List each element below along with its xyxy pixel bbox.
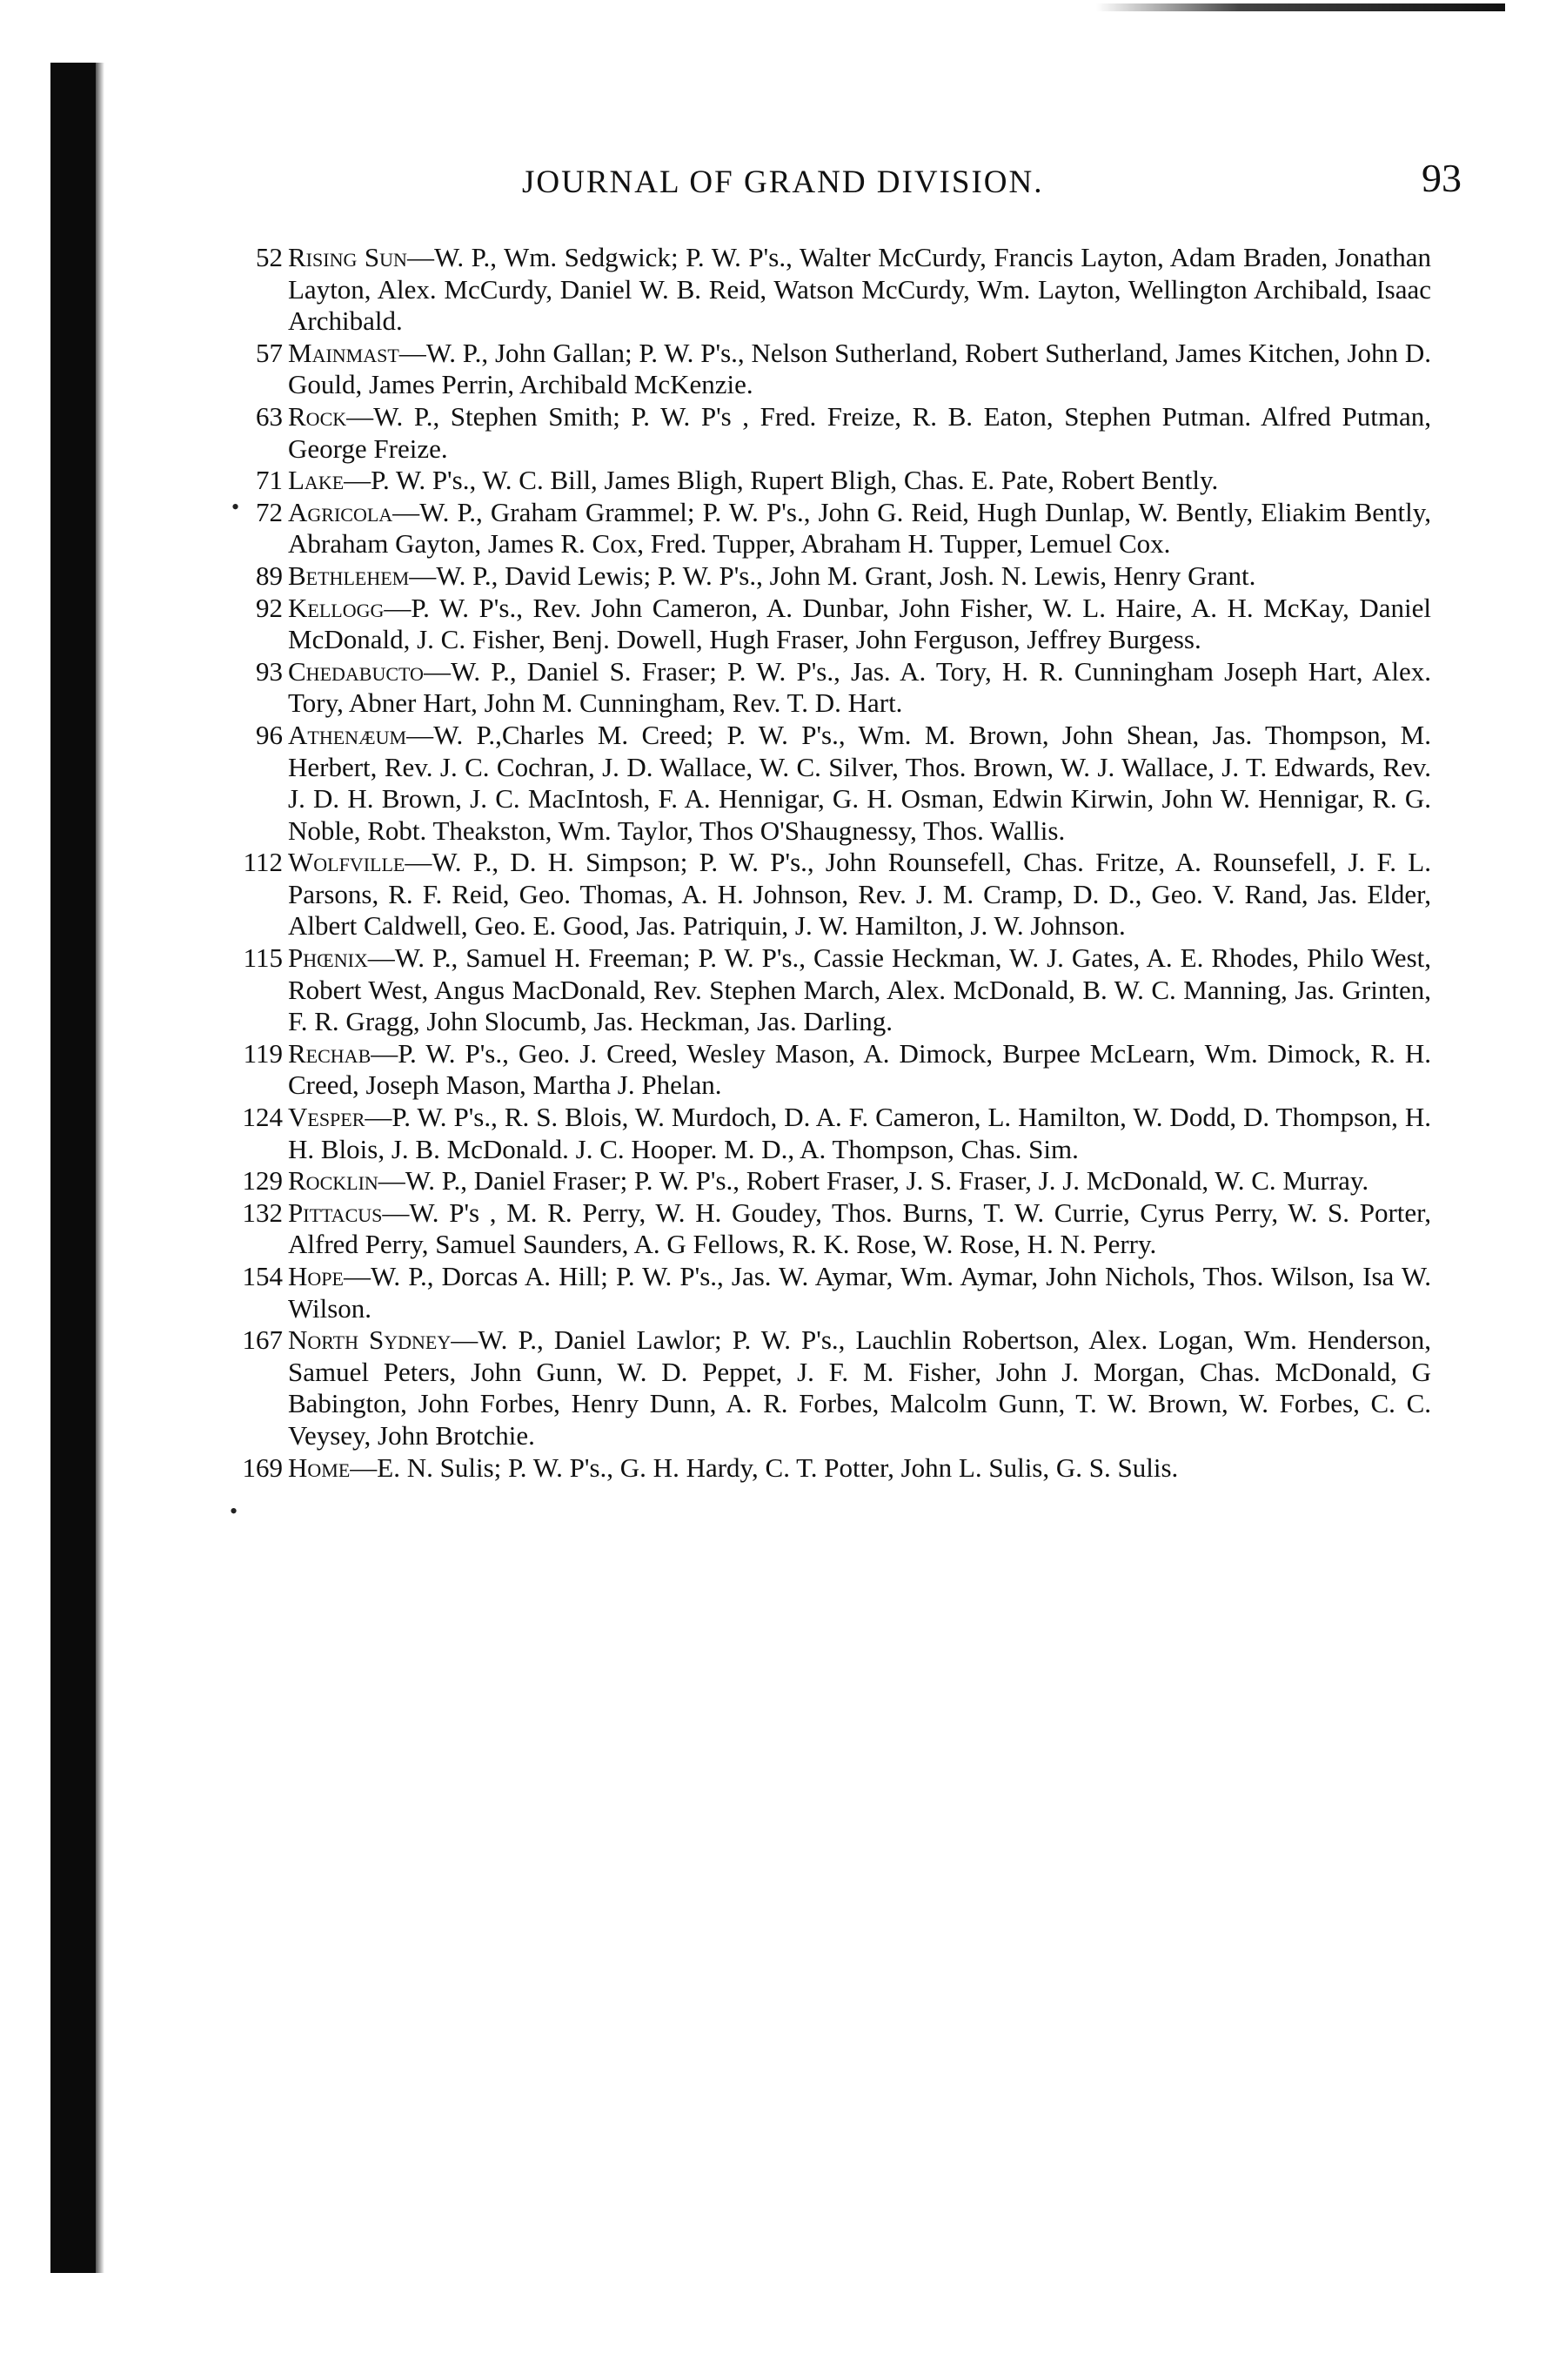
list-item	[248, 720, 1431, 847]
division-officers: —W. P., Stephen Smith; P. W. P's , Fred. Freize, R. B. Eaton, Stephen Putman. Alfred Putman, George Freize.	[288, 400, 1431, 464]
list-item	[248, 465, 1431, 497]
division-name: Home	[288, 1451, 351, 1483]
division-number: 115	[243, 942, 283, 974]
list-item	[248, 242, 1431, 338]
division-officers: —W. P., Samuel H. Freeman; P. W. P's., Cassie Heckman, W. J. Gates, A. E. Rhodes, Philo West, Robert West, Angus MacDonald, Rev. Stephen March, Alex. McDonald, B. W. C. Manning, Jas. Grinten, F. R. Gragg, John Slocumb, Jas. Heckman, Jas. Darling.	[288, 942, 1431, 1037]
division-number: 112	[243, 847, 283, 878]
division-number: 169	[242, 1451, 283, 1483]
division-name: Rising Sun	[288, 242, 407, 272]
division-name: Bethlehem	[288, 560, 410, 591]
running-head: JOURNAL OF GRAND DIVISION.	[522, 164, 1044, 200]
division-name: Vesper	[288, 1102, 365, 1133]
margin-dot: •	[230, 1498, 238, 1524]
list-item	[242, 1197, 1431, 1261]
list-item	[248, 497, 1431, 560]
page-number: 93	[1422, 156, 1462, 200]
division-number: 57	[256, 337, 283, 368]
division-number: 96	[256, 719, 283, 750]
list-item	[248, 656, 1431, 720]
division-officers: —E. N. Sulis; P. W. P's., G. H. Hardy, C. T. Potter, John L. Sulis, G. S. Sulis.	[350, 1451, 1179, 1483]
margin-dot: •	[231, 494, 240, 520]
list-item	[242, 1451, 1431, 1485]
division-officers: —W. P., Wm. Sedgwick; P. W. P's., Walter McCurdy, Francis Layton, Adam Braden, Jonathan Layton, Alex. McCurdy, Daniel W. B. Reid, Watson McCurdy, Wm. Layton, Wellington Archibald, Isaac Archibald.	[288, 242, 1432, 337]
division-number: 119	[243, 1037, 283, 1069]
division-number: 129	[242, 1165, 283, 1197]
division-name: Hope	[288, 1261, 344, 1291]
division-number: 52	[256, 242, 283, 272]
division-name: North Sydney	[288, 1324, 452, 1356]
division-officers: —P. W. P's., Geo. J. Creed, Wesley Mason, A. Dimock, Burpee McLearn, Wm. Dimock, R. H. Creed, Joseph Mason, Martha J. Phelan.	[288, 1037, 1431, 1101]
division-officers: —W. P., Daniel Fraser; P. W. P's., Robert Fraser, J. S. Fraser, J. J. McDonald, W. C. Murray.	[378, 1165, 1369, 1197]
division-number: 124	[242, 1102, 283, 1133]
division-name: Pittacus	[288, 1197, 383, 1228]
division-name: Phœnix	[288, 942, 368, 974]
division-name: Rock	[288, 400, 347, 432]
division-number: 71	[256, 465, 283, 496]
division-officers: —W. P., John Gallan; P. W. P's., Nelson Sutherland, Robert Sutherland, James Kitchen, John D. Gould, James Perrin, Archibald McKenzie.	[288, 337, 1431, 400]
page-header	[278, 155, 1462, 207]
division-officers: —W. P., D. H. Simpson; P. W. P's., John Rounsefell, Chas. Fritze, A. Rounsefell, J. F. L. Parsons, R. F. Reid, Geo. Thomas, A. H. Johnson, Rev. J. M. Cramp, D. D., Geo. V. Rand, Jas. Elder, Albert Caldwell, Geo. E. Good, Jas. Patriquin, J. W. Hamilton, J. W. Johnson.	[288, 847, 1431, 942]
division-number: 167	[242, 1324, 283, 1356]
division-officers: —W. P., David Lewis; P. W. P's., John M. Grant, Josh. N. Lewis, Henry Grant.	[409, 560, 1256, 591]
list-item	[243, 847, 1431, 942]
division-name: Wolfville	[288, 847, 405, 878]
division-officers: —W. P., Graham Grammel; P. W. P's., John G. Reid, Hugh Dunlap, W. Bently, Eliakim Bently, Abraham Gayton, James R. Cox, Fred. Tupper, Abraham H. Tupper, Lemuel Cox.	[288, 496, 1431, 560]
division-name: Lake	[288, 465, 345, 496]
division-officers: —W. P., Daniel Lawlor; P. W. P's., Lauchlin Robertson, Alex. Logan, Wm. Henderson, Samuel Peters, John Gunn, W. D. Peppet, J. F. M. Fisher, John J. Morgan, Chas. McDonald, G Babington, John Forbes, Henry Dunn, A. R. Forbes, Malcolm Gunn, T. W. Brown, W. Forbes, C. C. Veysey, John Brotchie.	[288, 1324, 1431, 1451]
division-name: Chedabucto	[288, 655, 424, 687]
division-officers: —W. P., Dorcas A. Hill; P. W. P's., Jas. W. Aymar, Wm. Aymar, John Nichols, Thos. Wilson, Isa W. Wilson.	[288, 1261, 1431, 1324]
division-number: 89	[256, 560, 283, 591]
division-number: 72	[256, 496, 283, 527]
list-item	[248, 338, 1431, 401]
division-name: Agricola	[288, 496, 393, 527]
division-officers: —W. P.,Charles M. Creed; P. W. P's., Wm. M. Brown, John Shean, Jas. Thompson, M. Herbert, Rev. J. C. Cochran, J. D. Wallace, W. C. Silver, Thos. Brown, W. J. Wallace, J. T. Edwards, Rev. J. D. H. Brown, J. C. MacIntosh, F. A. Hennigar, G. H. Osman, Edwin Kirwin, John W. Hennigar, R. G. Noble, Robt. Theakston, Wm. Taylor, Thos O'Shaugnessy, Thos. Wallis.	[288, 719, 1431, 846]
division-name: Kellogg	[288, 592, 385, 623]
division-officers: —P. W. P's., W. C. Bill, James Bligh, Rupert Bligh, Chas. E. Pate, Robert Bently.	[344, 465, 1219, 496]
list-item	[242, 1261, 1431, 1324]
division-name: Rechab	[288, 1037, 371, 1069]
list-item	[248, 560, 1431, 593]
list-item	[242, 1165, 1431, 1197]
division-number: 154	[242, 1261, 283, 1291]
list-item	[242, 1102, 1431, 1165]
list-item	[248, 593, 1431, 656]
division-officers: —W. P., Daniel S. Fraser; P. W. P's., Jas. A. Tory, H. R. Cunningham Joseph Hart, Alex. Tory, Abner Hart, John M. Cunningham, Rev. T. D. Hart.	[288, 655, 1431, 719]
division-name: Athenæum	[288, 719, 407, 750]
division-number: 92	[256, 592, 283, 623]
division-entries-list	[242, 242, 1432, 1484]
list-item	[242, 1324, 1431, 1451]
division-officers: —W. P's , M. R. Perry, W. H. Goudey, Thos. Burns, T. W. Currie, Cyrus Perry, W. S. Porter, Alfred Perry, Samuel Saunders, A. G Fellows, R. K. Rose, W. Rose, H. N. Perry.	[288, 1197, 1431, 1260]
top-edge-rule	[1096, 3, 1505, 11]
list-item	[243, 942, 1431, 1038]
division-number: 132	[242, 1197, 283, 1228]
list-item	[243, 1037, 1431, 1102]
list-item	[248, 401, 1431, 465]
book-binding-edge	[50, 63, 96, 2273]
division-officers: —P. W. P's., R. S. Blois, W. Murdoch, D. A. F. Cameron, L. Hamilton, W. Dodd, D. Thompson, H. H. Blois, J. B. McDonald. J. C. Hooper. M. D., A. Thompson, Chas. Sim.	[288, 1102, 1431, 1164]
division-number: 63	[256, 400, 283, 432]
division-number: 93	[256, 655, 283, 687]
division-officers: —P. W. P's., Rev. John Cameron, A. Dunbar, John Fisher, W. L. Haire, A. H. McKay, Daniel McDonald, J. C. Fisher, Benj. Dowell, Hugh Fraser, John Ferguson, Jeffrey Burgess.	[288, 592, 1431, 655]
division-name: Mainmast	[288, 337, 399, 368]
division-name: Rocklin	[288, 1165, 378, 1197]
